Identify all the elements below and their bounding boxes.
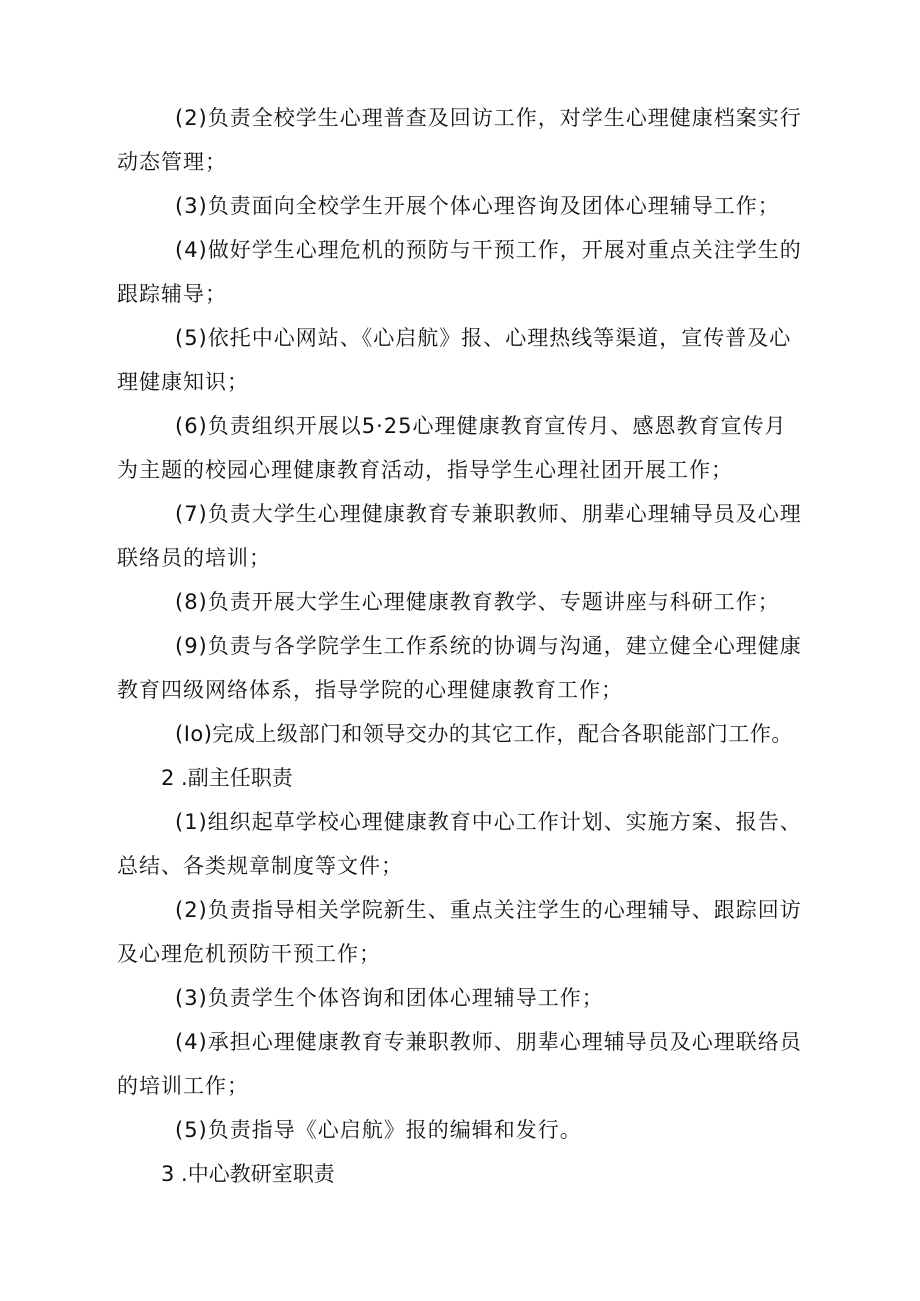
paragraph-line: 跟踪辅导；: [117, 282, 227, 306]
paragraph-line: (4)做好学生心理危机的预防与干预工作，开展对重点关注学生的: [175, 238, 802, 262]
paragraph-line: (4)承担心理健康教育专兼职教师、朋辈心理辅导员及心理联络员: [175, 1030, 802, 1054]
deputy-item-2: [117, 888, 833, 976]
paragraph-item-5: [117, 316, 833, 404]
paragraph-line: 动态管理；: [117, 150, 227, 174]
deputy-item-1: [117, 800, 833, 888]
paragraph-line: 联络员的培训；: [117, 546, 271, 570]
paragraph-line: (3)负责学生个体咨询和团体心理辅导工作；: [175, 986, 604, 1010]
paragraph-line: (Io)完成上级部门和领导交办的其它工作，配合各职能部门工作。: [175, 722, 793, 746]
paragraph-line: (3)负责面向全校学生开展个体心理咨询及团体心理辅导工作；: [175, 194, 780, 218]
paragraph-line: (5)负责指导《心启航》报的编辑和发行。: [175, 1118, 582, 1142]
paragraph-line: (7)负责大学生心理健康教育专兼职教师、朋辈心理辅导员及心理: [175, 502, 802, 526]
paragraph-line: (1)组织起草学校心理健康教育中心工作计划、实施方案、报告、: [175, 810, 802, 834]
deputy-item-3: [117, 976, 833, 1020]
paragraph-item-3: [117, 184, 833, 228]
paragraph-item-8: [117, 580, 833, 624]
paragraph-line: 的培训工作；: [117, 1074, 249, 1098]
paragraph-line: (2)负责指导相关学院新生、重点关注学生的心理辅导、跟踪回访: [175, 898, 802, 922]
paragraph-item-7: [117, 492, 833, 580]
deputy-item-5: [117, 1108, 833, 1152]
paragraph-item-2: [117, 96, 833, 184]
paragraph-line: (8)负责开展大学生心理健康教育教学、专题讲座与科研工作；: [175, 590, 780, 614]
paragraph-item-4: [117, 228, 833, 316]
section-heading-3: 3 .中心教研室职责: [161, 1162, 335, 1186]
paragraph-line: 理健康知识；: [117, 370, 249, 394]
paragraph-item-6: [117, 404, 833, 492]
document-body: [117, 96, 833, 1196]
paragraph-line: (2)负责全校学生心理普查及回访工作，对学生心理健康档案实行: [175, 106, 802, 130]
paragraph-line: 为主题的校园心理健康教育活动，指导学生心理社团开展工作；: [117, 458, 733, 482]
paragraph-line: (6)负责组织开展以5·25心理健康教育宣传月、感恩教育宣传月: [175, 414, 787, 438]
paragraph-item-10: [117, 712, 833, 756]
paragraph-line: 及心理危机预防干预工作；: [117, 942, 381, 966]
section-heading-2: 2 .副主任职责: [161, 766, 293, 790]
paragraph-line: 教育四级网络体系，指导学院的心理健康教育工作；: [117, 678, 623, 702]
deputy-item-4: [117, 1020, 833, 1108]
paragraph-item-9: [117, 624, 833, 712]
paragraph-line: 总结、各类规章制度等文件；: [117, 854, 403, 878]
paragraph-line: (5)依托中心网站、《心启航》报、心理热线等渠道，宣传普及心: [175, 326, 792, 350]
paragraph-line: (9)负责与各学院学生工作系统的协调与沟通，建立健全心理健康: [175, 634, 802, 658]
